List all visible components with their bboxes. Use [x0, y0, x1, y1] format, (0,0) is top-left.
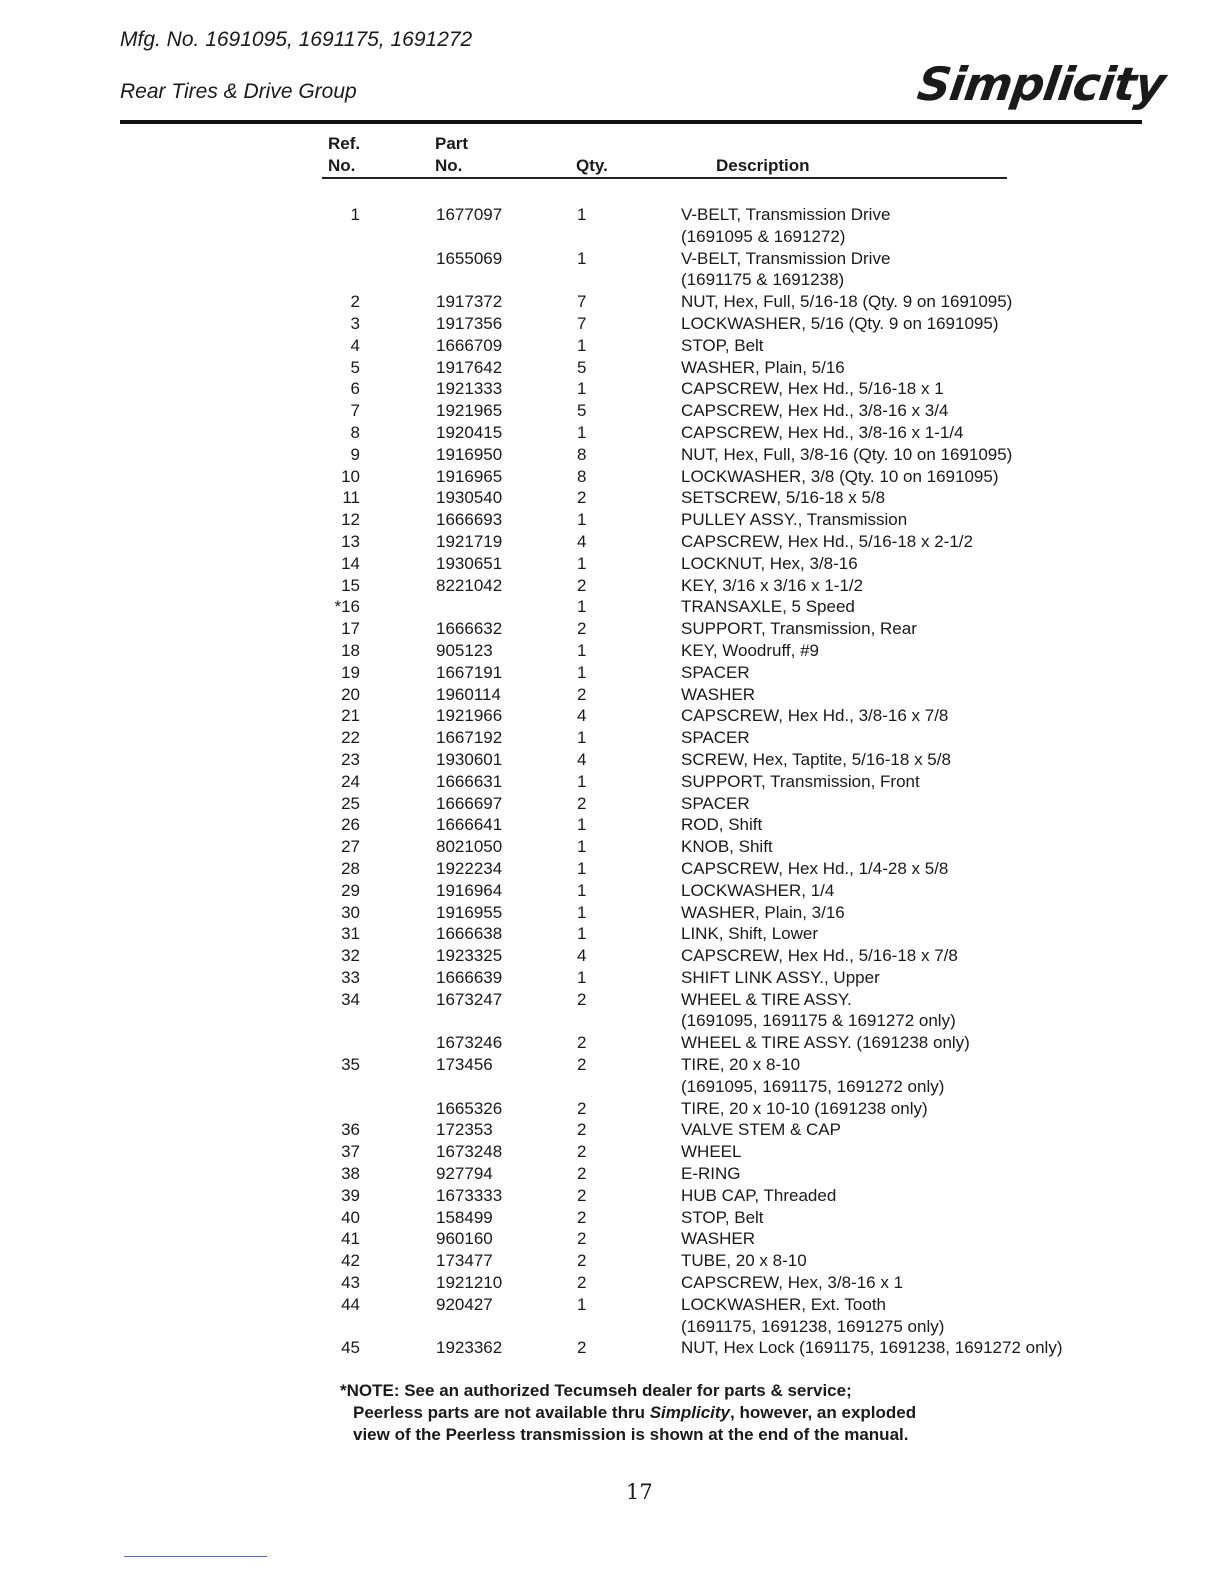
cell-part-no: 1923362: [436, 1338, 503, 1358]
table-row: [0, 923, 1224, 945]
cell-part-no: 1917372: [436, 292, 503, 312]
cell-description: LOCKNUT, Hex, 3/8-16: [681, 553, 858, 573]
cell-description: WHEEL & TIRE ASSY.: [681, 989, 852, 1009]
cell-part-no: 173477: [436, 1251, 493, 1271]
cell-part-no: 1667192: [436, 728, 503, 748]
cell-part-no: 158499: [436, 1207, 493, 1227]
cell-qty: 1: [577, 728, 587, 748]
cell-ref-no: 43: [341, 1273, 360, 1293]
cell-qty: 2: [577, 1164, 587, 1184]
cell-part-no: 1916964: [436, 880, 503, 900]
cell-ref-no: 17: [341, 619, 360, 639]
cell-description: SCREW, Hex, Taptite, 5/16-18 x 5/8: [681, 749, 951, 769]
note-brand: Simplicity: [649, 1403, 730, 1422]
cell-part-no: 1916950: [436, 444, 503, 464]
cell-description: SUPPORT, Transmission, Rear: [681, 619, 917, 639]
cell-qty: 2: [577, 1273, 587, 1293]
table-row: [0, 1098, 1224, 1120]
cell-part-no: 1920415: [436, 422, 503, 442]
cell-description: KEY, 3/16 x 3/16 x 1-1/2: [681, 575, 864, 595]
cell-qty: 4: [577, 749, 587, 769]
cell-ref-no: 6: [350, 379, 360, 399]
cell-qty: 7: [577, 292, 587, 312]
col-header-description: Description: [716, 156, 810, 175]
cell-description: SUPPORT, Transmission, Front: [681, 771, 920, 791]
cell-part-no: 1930540: [436, 488, 503, 508]
cell-qty: 4: [577, 946, 587, 966]
cell-part-no: 1923325: [436, 946, 503, 966]
cell-part-no: 1666631: [436, 771, 503, 791]
table-row: [0, 575, 1224, 597]
cell-description: LOCKWASHER, 5/16 (Qty. 9 on 1691095): [681, 313, 999, 333]
table-row: [0, 1141, 1224, 1163]
cell-qty: 2: [577, 989, 587, 1009]
cell-ref-no: 8: [350, 422, 360, 442]
table-row: [0, 814, 1224, 836]
cell-qty: 1: [577, 553, 587, 573]
table-row: [0, 1119, 1224, 1141]
cell-ref-no: 5: [350, 357, 360, 377]
table-row: [0, 1337, 1224, 1359]
cell-part-no: 8021050: [436, 837, 503, 857]
cell-ref-no: 41: [341, 1229, 360, 1249]
table-row: [0, 1010, 1224, 1032]
table-row: [0, 945, 1224, 967]
table-row: [0, 1163, 1224, 1185]
cell-description: CAPSCREW, Hex Hd., 1/4-28 x 5/8: [681, 858, 949, 878]
cell-description: NUT, Hex Lock (1691175, 1691238, 1691272 only): [681, 1338, 1063, 1358]
cell-part-no: 905123: [436, 640, 493, 660]
cell-description: VALVE STEM & CAP: [681, 1120, 841, 1140]
cell-description: SETSCREW, 5/16-18 x 5/8: [681, 488, 886, 508]
cell-description: WASHER: [681, 684, 755, 704]
note-line-2: Peerless parts are not available thru Simplicity, however, an exploded: [353, 1403, 917, 1422]
cell-ref-no: 24: [341, 771, 360, 791]
cell-description: CAPSCREW, Hex Hd., 3/8-16 x 1-1/4: [681, 422, 964, 442]
cell-qty: 1: [577, 924, 587, 944]
cell-part-no: 1917356: [436, 313, 503, 333]
cell-part-no: 1960114: [436, 684, 501, 704]
cell-description: WASHER: [681, 1229, 755, 1249]
table-row: [0, 226, 1224, 248]
cell-ref-no: 7: [350, 401, 360, 421]
table-row: [0, 880, 1224, 902]
cell-part-no: 1916965: [436, 466, 503, 486]
cell-qty: 1: [577, 597, 587, 617]
cell-part-no: 1673246: [436, 1033, 503, 1053]
cell-part-no: 960160: [436, 1229, 493, 1249]
cell-description: (1691095, 1691175 & 1691272 only): [681, 1011, 956, 1031]
cell-qty: 1: [577, 771, 587, 791]
table-row: [0, 749, 1224, 771]
cell-description: (1691095, 1691175, 1691272 only): [681, 1076, 945, 1096]
cell-qty: 2: [577, 1251, 587, 1271]
cell-description: KNOB, Shift: [681, 837, 773, 857]
cell-part-no: 1673333: [436, 1185, 503, 1205]
cell-part-no: 1666632: [436, 619, 503, 639]
cell-part-no: 1922234: [436, 858, 503, 878]
table-row: [0, 989, 1224, 1011]
cell-qty: 2: [577, 684, 587, 704]
cell-description: (1691095 & 1691272): [681, 226, 846, 246]
cell-description: LOCKWASHER, 1/4: [681, 880, 835, 900]
cell-description: TIRE, 20 x 8-10: [681, 1055, 801, 1075]
cell-qty: 1: [577, 248, 587, 268]
cell-ref-no: 18: [341, 640, 360, 660]
cell-description: SPACER: [681, 662, 750, 682]
cell-ref-no: 1: [350, 205, 360, 224]
cell-qty: 2: [577, 1033, 587, 1053]
cell-part-no: 1666639: [436, 967, 503, 987]
cell-qty: 2: [577, 619, 587, 639]
table-row: [0, 662, 1224, 684]
cell-qty: 2: [577, 1229, 587, 1249]
cell-description: E-RING: [681, 1164, 741, 1184]
table-row: [0, 618, 1224, 640]
cell-ref-no: 33: [341, 967, 360, 987]
page-edge-mark: [124, 1556, 267, 1557]
cell-description: WHEEL: [681, 1142, 742, 1162]
cell-ref-no: 10: [341, 466, 360, 486]
cell-part-no: 8221042: [436, 575, 503, 595]
table-row: [0, 378, 1224, 400]
col-header-ref: Ref. No.: [328, 134, 361, 175]
table-row: [0, 1250, 1224, 1272]
cell-ref-no: 19: [341, 662, 360, 682]
footnote: [340, 1380, 916, 1446]
cell-qty: 1: [577, 640, 587, 660]
cell-part-no: 1665326: [436, 1098, 503, 1118]
cell-qty: 2: [577, 793, 587, 813]
cell-description: WHEEL & TIRE ASSY. (1691238 only): [681, 1033, 970, 1053]
cell-qty: 8: [577, 466, 587, 486]
table-row: [0, 444, 1224, 466]
cell-qty: 2: [577, 1207, 587, 1227]
cell-ref-no: 35: [341, 1055, 360, 1075]
cell-ref-no: *16: [334, 597, 360, 617]
cell-qty: 2: [577, 1142, 587, 1162]
cell-part-no: 1917642: [436, 357, 503, 377]
cell-description: LOCKWASHER, 3/8 (Qty. 10 on 1691095): [681, 466, 999, 486]
cell-part-no: 1921719: [436, 531, 503, 551]
cell-qty: 1: [577, 967, 587, 987]
cell-qty: 1: [577, 335, 587, 355]
cell-ref-no: 31: [341, 924, 360, 944]
cell-description: STOP, Belt: [681, 1207, 764, 1227]
cell-description: TIRE, 20 x 10-10 (1691238 only): [681, 1098, 928, 1118]
cell-description: V-BELT, Transmission Drive: [681, 248, 891, 268]
cell-description: SPACER: [681, 793, 750, 813]
table-row: [0, 357, 1224, 379]
cell-ref-no: 14: [341, 553, 360, 573]
cell-qty: 2: [577, 1055, 587, 1075]
table-row: [0, 1272, 1224, 1294]
cell-ref-no: 2: [350, 292, 360, 312]
cell-description: ROD, Shift: [681, 815, 763, 835]
cell-part-no: 1666709: [436, 335, 503, 355]
cell-qty: 2: [577, 1185, 587, 1205]
table-row: [0, 313, 1224, 335]
cell-ref-no: 13: [341, 531, 360, 551]
table-row: [0, 967, 1224, 989]
cell-description: WASHER, Plain, 5/16: [681, 357, 845, 377]
cell-description: CAPSCREW, Hex Hd., 3/8-16 x 7/8: [681, 706, 949, 726]
table-row: [0, 793, 1224, 815]
group-title: Rear Tires & Drive Group: [120, 80, 357, 103]
table-row: [0, 509, 1224, 531]
cell-description: (1691175, 1691238, 1691275 only): [681, 1316, 945, 1336]
cell-description: TRANSAXLE, 5 Speed: [681, 597, 855, 617]
cell-description: CAPSCREW, Hex Hd., 5/16-18 x 7/8: [681, 946, 958, 966]
cell-qty: 8: [577, 444, 587, 464]
cell-qty: 2: [577, 1120, 587, 1140]
cell-description: SHIFT LINK ASSY., Upper: [681, 967, 880, 987]
table-row: [0, 1054, 1224, 1076]
table-row: [0, 335, 1224, 357]
cell-part-no: 1673248: [436, 1142, 503, 1162]
cell-qty: 1: [577, 662, 587, 682]
simplicity-logo: Simplicity: [914, 57, 1169, 111]
cell-part-no: 1921210: [436, 1273, 503, 1293]
cell-qty: 1: [577, 858, 587, 878]
parts-table: [0, 204, 1224, 1359]
table-header-rule: [322, 177, 1007, 179]
cell-ref-no: 28: [341, 858, 360, 878]
table-row: [0, 466, 1224, 488]
cell-ref-no: 21: [341, 706, 360, 726]
cell-ref-no: 11: [342, 488, 360, 508]
cell-part-no: 1921965: [436, 401, 503, 421]
cell-description: NUT, Hex, Full, 3/8-16 (Qty. 10 on 1691095): [681, 444, 1013, 464]
cell-description: TUBE, 20 x 8-10: [681, 1251, 807, 1271]
cell-ref-no: 15: [341, 575, 360, 595]
header-rule: [120, 120, 1142, 124]
cell-part-no: 1673247: [436, 989, 503, 1009]
cell-ref-no: 26: [341, 815, 360, 835]
cell-ref-no: 4: [350, 335, 360, 355]
cell-qty: 5: [577, 401, 587, 421]
table-row: [0, 727, 1224, 749]
table-row: [0, 1316, 1224, 1338]
cell-description: WASHER, Plain, 3/16: [681, 902, 845, 922]
cell-ref-no: 37: [341, 1142, 360, 1162]
table-row: [0, 1185, 1224, 1207]
cell-qty: 2: [577, 488, 587, 508]
cell-part-no: 1666641: [436, 815, 503, 835]
col-header-qty: Qty.: [576, 156, 608, 175]
cell-ref-no: 29: [341, 880, 360, 900]
cell-qty: 1: [577, 1294, 587, 1314]
cell-part-no: 927794: [436, 1164, 493, 1184]
cell-ref-no: 27: [341, 837, 360, 857]
table-row: [0, 1228, 1224, 1250]
cell-qty: 1: [577, 422, 587, 442]
table-row: [0, 902, 1224, 924]
cell-part-no: 173456: [436, 1055, 493, 1075]
cell-qty: 2: [577, 575, 587, 595]
mfg-numbers: Mfg. No. 1691095, 1691175, 1691272: [120, 28, 473, 51]
note-line-3: view of the Peerless transmission is shown at the end of the manual.: [353, 1425, 909, 1444]
cell-description: STOP, Belt: [681, 335, 764, 355]
cell-ref-no: 30: [341, 902, 360, 922]
table-row: [0, 422, 1224, 444]
table-row: [0, 1294, 1224, 1316]
table-row: [0, 771, 1224, 793]
cell-ref-no: 20: [341, 684, 360, 704]
table-row: [0, 291, 1224, 313]
cell-description: KEY, Woodruff, #9: [681, 640, 819, 660]
cell-part-no: 920427: [436, 1294, 493, 1314]
cell-ref-no: 9: [350, 444, 360, 464]
cell-qty: 1: [577, 837, 587, 857]
cell-ref-no: 38: [341, 1164, 360, 1184]
table-row: [0, 596, 1224, 618]
cell-part-no: 172353: [436, 1120, 493, 1140]
table-row: [0, 269, 1224, 291]
cell-qty: 2: [577, 1338, 587, 1358]
cell-ref-no: 3: [350, 313, 360, 333]
cell-qty: 1: [577, 379, 587, 399]
cell-qty: 1: [577, 902, 587, 922]
cell-ref-no: 45: [341, 1338, 360, 1358]
cell-ref-no: 32: [341, 946, 360, 966]
cell-qty: 2: [577, 1098, 587, 1118]
cell-part-no: 1677097: [436, 205, 503, 224]
cell-qty: 4: [577, 706, 587, 726]
cell-description: SPACER: [681, 728, 750, 748]
cell-ref-no: 25: [341, 793, 360, 813]
cell-part-no: 1655069: [436, 248, 503, 268]
table-row: [0, 531, 1224, 553]
cell-ref-no: 42: [341, 1251, 360, 1271]
cell-description: V-BELT, Transmission Drive: [681, 205, 891, 224]
cell-ref-no: 34: [341, 989, 360, 1009]
cell-qty: 5: [577, 357, 587, 377]
cell-description: CAPSCREW, Hex Hd., 5/16-18 x 2-1/2: [681, 531, 973, 551]
cell-qty: 1: [577, 815, 587, 835]
cell-qty: 1: [577, 205, 587, 224]
table-row: [0, 1207, 1224, 1229]
cell-part-no: 1930651: [436, 553, 503, 573]
cell-ref-no: 36: [341, 1120, 360, 1140]
cell-description: LINK, Shift, Lower: [681, 924, 819, 944]
cell-part-no: 1930601: [436, 749, 503, 769]
table-row: [0, 487, 1224, 509]
cell-ref-no: 39: [341, 1185, 360, 1205]
cell-ref-no: 12: [341, 510, 360, 530]
cell-qty: 7: [577, 313, 587, 333]
table-row: [0, 248, 1224, 270]
cell-ref-no: 23: [341, 749, 360, 769]
cell-part-no: 1667191: [436, 662, 503, 682]
table-row: [0, 858, 1224, 880]
cell-description: CAPSCREW, Hex Hd., 3/8-16 x 3/4: [681, 401, 949, 421]
table-row: [0, 1032, 1224, 1054]
cell-ref-no: 40: [341, 1207, 360, 1227]
cell-description: PULLEY ASSY., Transmission: [681, 510, 908, 530]
table-row: [0, 640, 1224, 662]
cell-description: CAPSCREW, Hex Hd., 5/16-18 x 1: [681, 379, 944, 399]
cell-qty: 1: [577, 510, 587, 530]
table-row: [0, 684, 1224, 706]
cell-description: NUT, Hex, Full, 5/16-18 (Qty. 9 on 1691095): [681, 292, 1013, 312]
cell-part-no: 1666638: [436, 924, 503, 944]
page-number: 17: [626, 1480, 653, 1504]
cell-part-no: 1916955: [436, 902, 503, 922]
cell-qty: 1: [577, 880, 587, 900]
cell-part-no: 1666693: [436, 510, 503, 530]
cell-description: HUB CAP, Threaded: [681, 1185, 837, 1205]
table-row: [0, 705, 1224, 727]
table-row: [0, 400, 1224, 422]
cell-description: (1691175 & 1691238): [681, 270, 845, 290]
cell-ref-no: 22: [341, 728, 360, 748]
table-row: [0, 204, 1224, 226]
cell-part-no: 1666697: [436, 793, 503, 813]
note-line-1: *NOTE: See an authorized Tecumseh dealer for parts & service;: [340, 1381, 852, 1400]
cell-part-no: 1921966: [436, 706, 503, 726]
cell-ref-no: 44: [341, 1294, 360, 1314]
col-header-part: Part No.: [435, 134, 469, 175]
cell-qty: 4: [577, 531, 587, 551]
table-row: [0, 553, 1224, 575]
cell-part-no: 1921333: [436, 379, 503, 399]
cell-description: LOCKWASHER, Ext. Tooth: [681, 1294, 887, 1314]
table-row: [0, 1076, 1224, 1098]
table-row: [0, 836, 1224, 858]
cell-description: CAPSCREW, Hex, 3/8-16 x 1: [681, 1273, 904, 1293]
